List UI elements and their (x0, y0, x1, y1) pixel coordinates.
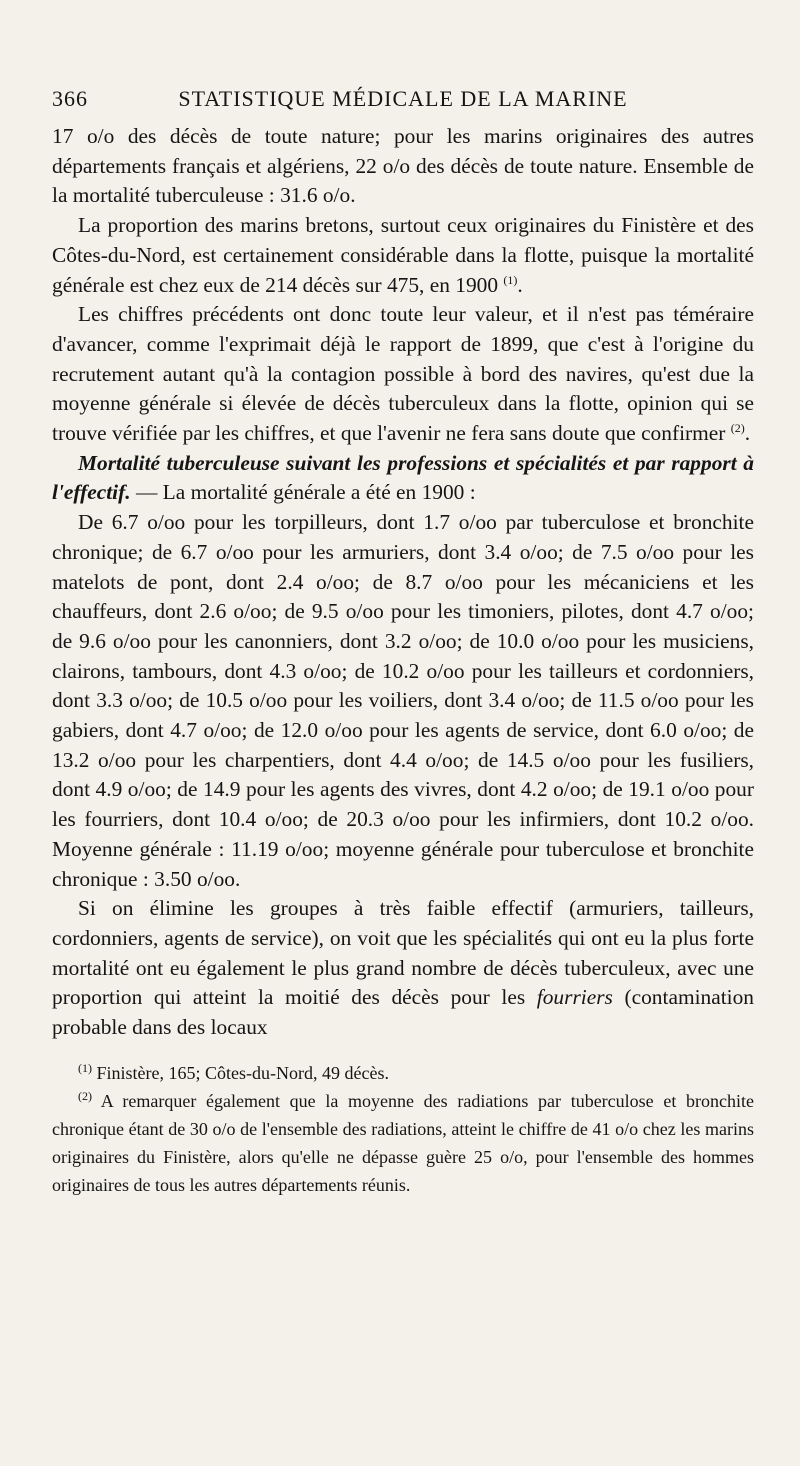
footnote-2-text: A remarquer également que la moyenne des radiations par tuberculose et bronchite chronique étant de 30 o/o de l'ensemble des radiations, atteint le chiffre de 41 o/o chez les marins originaires du Finistère, alors qu'elle ne dépasse guère 25 o/o, pour l'ensemble des hommes originaires de tous les autres départements réunis. (52, 1090, 754, 1195)
footnote-2-mark: (2) (78, 1088, 92, 1103)
paragraph-4-text: — La mortalité générale a été en 1900 : (130, 480, 476, 505)
paragraph-1: 17 o/o des décès de toute nature; pour les marins originaires des autres départements français et algériens, 22 o/o des décès de toute nature. Ensemble de la mortalité tuberculeuse : 31.6 o/o. (52, 124, 754, 208)
paragraph-6-italic: fourriers (536, 985, 613, 1010)
footnotes (52, 1059, 754, 1199)
paragraph-6-text: Si on élimine les groupes à très faible effectif (armuriers, tailleurs, cordonniers, agents de service), on voit que les spécialités qui ont eu la plus forte mortalité ont eu également le plus grand nombre de décès tuberculeux, avec une proportion qui atteint la moitié des décès pour les (52, 896, 754, 1010)
paragraph-2-end: . (517, 272, 523, 297)
paragraph-6-end: (contamination probable dans des locaux (52, 985, 754, 1040)
paragraph-3 (52, 300, 754, 449)
page-number: 366 (52, 86, 88, 111)
paragraph-3-end: . (744, 421, 751, 446)
page-header (52, 86, 754, 112)
paragraph-4 (52, 449, 754, 508)
body-text (52, 122, 754, 1043)
paragraph-6 (52, 894, 754, 1043)
paragraph-2-text: La proportion des marins bretons, surtout ceux originaires du Finistère et des Côtes-du-Nord, est certainement considérable dans la flotte, puisque la mortalité générale est chez eux de 214 décès sur 475, en 1900 (52, 213, 754, 297)
running-title: STATISTIQUE MÉDICALE DE LA MARINE (178, 86, 628, 111)
footnote-1-mark: (1) (78, 1060, 92, 1075)
paragraph-5: De 6.7 o/oo pour les torpilleurs, dont 1.7 o/oo par tuberculose et bronchite chronique; de 6.7 o/oo pour les armuriers, dont 3.4 o/oo; de 7.5 o/oo pour les matelots de pont, dont 2.4 o/oo; de 8.7 o/oo pour les mécaniciens et les chauffeurs, dont 2.6 o/oo; de 9.5 o/oo pour les timoniers, pilotes, dont 4.7 o/oo; de 9.6 o/oo pour les canonniers, dont 3.2 o/oo; de 10.0 o/oo pour les musiciens, clairons, tambours, dont 4.3 o/oo; de 10.2 o/oo pour les tailleurs et cordonniers, dont 3.3 o/oo; de 10.5 o/oo pour les voiliers, dont 3.4 o/oo; de 11.5 o/oo pour les gabiers, dont 4.7 o/oo; de 12.0 o/oo pour les agents de service, dont 6.0 o/oo; de 13.2 o/oo pour les charpentiers, dont 4.4 o/oo; de 14.5 o/oo pour les fusiliers, dont 4.9 o/oo; de 14.9 pour les agents des vivres, dont 4.2 o/oo; de 19.1 o/oo pour les fourriers, dont 10.4 o/oo; de 20.3 o/oo pour les infirmiers, dont 10.2 o/oo. Moyenne générale : 11.19 o/oo; moyenne générale pour tuberculose et bronchite chronique : 3.50 o/oo. (52, 510, 754, 891)
section-heading: Mortalité tuberculeuse suivant les professions et spécialités et par rapport à l'effectif. (52, 450, 754, 505)
footnote-ref-1[interactable]: (1) (503, 272, 518, 287)
paragraph-3-text: Les chiffres précédents ont donc toute leur valeur, et il n'est pas téméraire d'avancer, comme l'exprimait déjà le rapport de 1899, que c'est à l'origine du recrutement autant qu'à la contagion possible à bord des navires, qu'est due la moyenne générale si élevée de décès tuberculeux dans la flotte, opinion qui se trouve vérifiée par les chiffres, et que l'avenir ne fera sans doute que confirmer (52, 302, 754, 446)
paragraph-2 (52, 211, 754, 300)
footnote-ref-2[interactable]: (2) (730, 420, 745, 435)
footnote-1-text: Finistère, 165; Côtes-du-Nord, 49 décès. (92, 1062, 389, 1083)
footnote-2 (52, 1087, 754, 1199)
footnote-1 (52, 1059, 754, 1087)
